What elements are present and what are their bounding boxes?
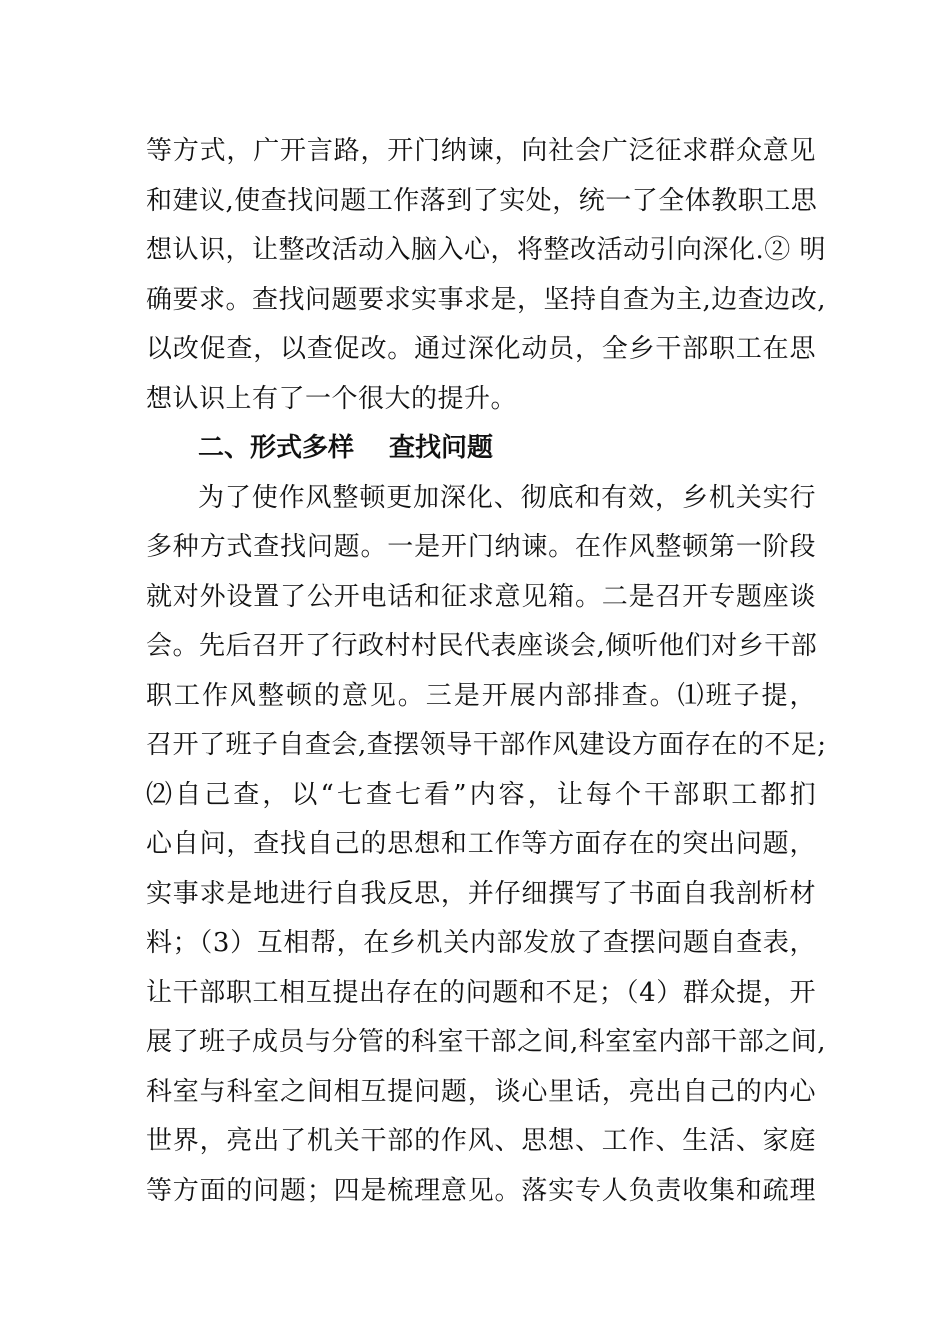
- paragraph-line: 想认识上有了一个很大的提升。: [146, 384, 518, 414]
- paragraph-line: 多种方式查找问题。一是开门纳谏。在作风整顿第一阶段: [146, 532, 816, 562]
- paragraph-line: 科室与科室之间相互提问题，谈心里话，亮出自己的内心: [146, 1077, 816, 1107]
- paragraph-line: 为了使作风整顿更加深化、彻底和有效，乡机关实行: [198, 483, 816, 513]
- paragraph-line: 实事求是地进行自我反思，并仔细撰写了书面自我剖析材: [146, 879, 816, 909]
- section-heading: 二、形式多样 查找问题: [198, 433, 494, 463]
- paragraph-line: 展了班子成员与分管的科室干部之间,科室室内部干部之间,: [146, 1027, 827, 1057]
- paragraph-line: 心自问，查找自己的思想和工作等方面存在的突出问题，: [146, 829, 816, 859]
- paragraph-line: 确要求。查找问题要求实事求是，坚持自查为主,边查边改,: [146, 285, 827, 315]
- paragraph-line: ⑵自己查，以“七查七看”内容，让每个干部职工都扪: [146, 780, 816, 810]
- paragraph-line: 等方式，广开言路，开门纳谏，向社会广泛征求群众意见: [146, 136, 816, 166]
- paragraph-line: 世界，亮出了机关干部的作风、思想、工作、生活、家庭: [146, 1126, 816, 1156]
- paragraph-line: 料；（3）互相帮，在乡机关内部发放了查摆问题自查表，: [146, 928, 816, 958]
- paragraph-line: 会。先后召开了行政村村民代表座谈会,倾听他们对乡干部: [146, 631, 818, 661]
- paragraph-line: 召开了班子自查会,查摆领导干部作风建设方面存在的不足;: [146, 730, 827, 760]
- paragraph-line: 就对外设置了公开电话和征求意见箱。二是召开专题座谈: [146, 582, 816, 612]
- paragraph-line: 想认识，让整改活动入脑入心，将整改活动引向深化.② 明: [146, 235, 827, 265]
- paragraph-line: 和建议,使查找问题工作落到了实处，统一了全体教职工思: [146, 186, 818, 216]
- paragraph-line: 让干部职工相互提出存在的问题和不足；（4）群众提，开: [146, 978, 816, 1008]
- paragraph-line: 等方面的问题；四是梳理意见。落实专人负责收集和疏理: [146, 1176, 816, 1206]
- paragraph-line: 职工作风整顿的意见。三是开展内部排查。⑴班子提，: [146, 681, 816, 711]
- paragraph-line: 以改促查，以查促改。通过深化动员，全乡干部职工在思: [146, 334, 816, 364]
